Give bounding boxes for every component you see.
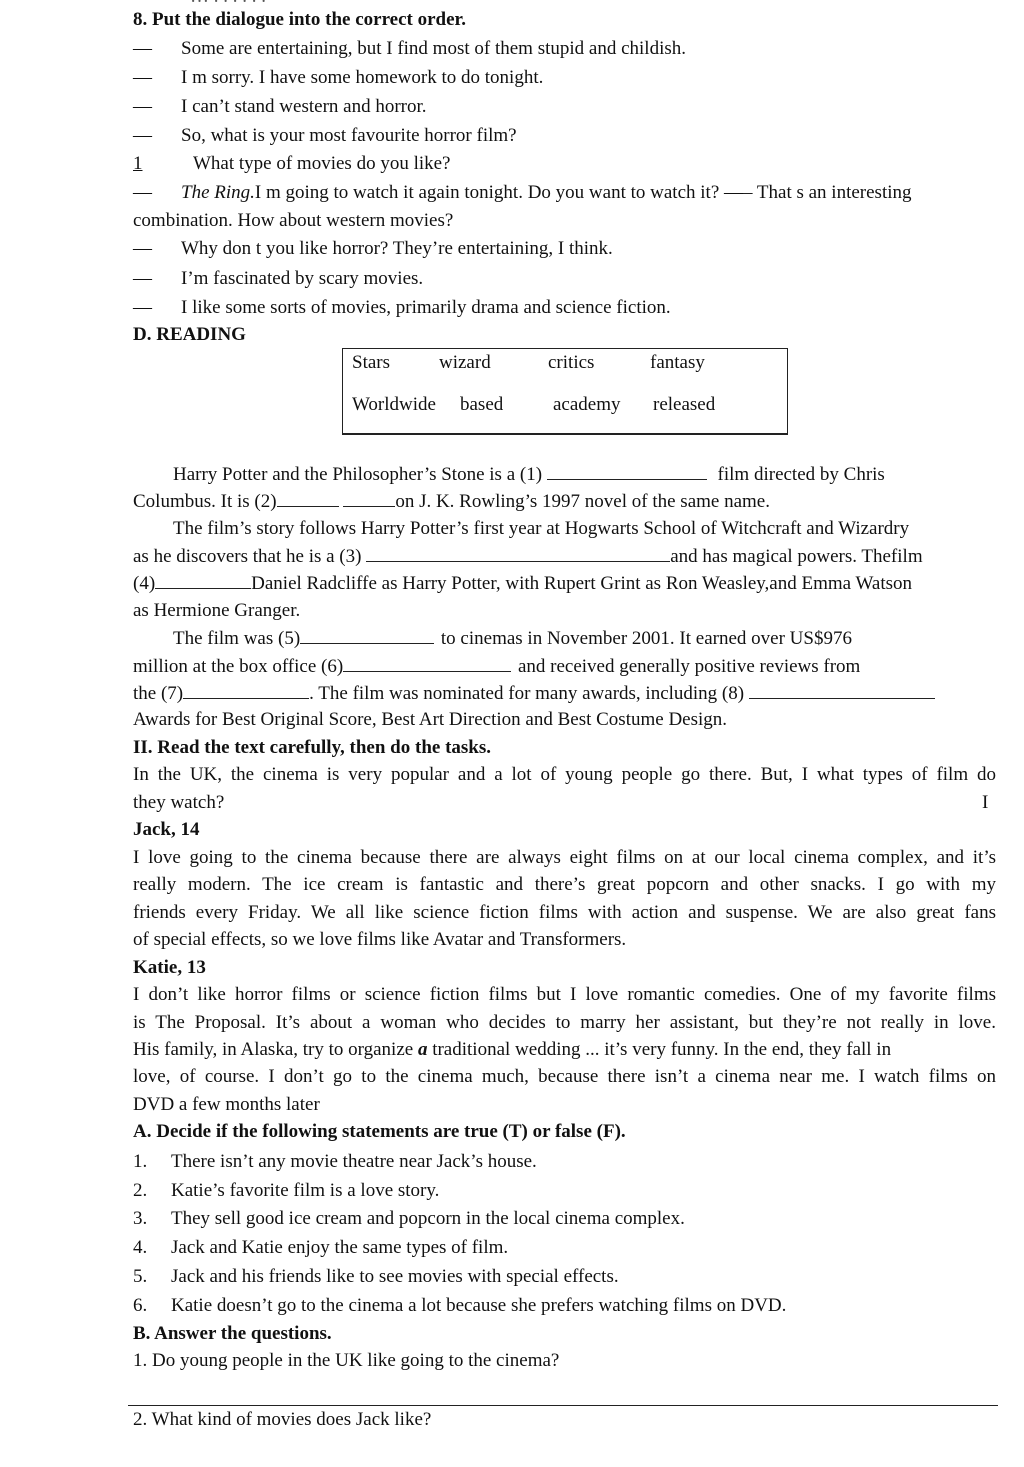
task-b-title: B. Answer the questions. — [133, 1323, 332, 1344]
katie-text-line-4: love, of course. I don’t go to the cinema much, because there isn’t a cinema near me. I watch films on — [133, 1066, 996, 1087]
reading-title: D. READING — [133, 324, 246, 345]
blank-5[interactable] — [300, 627, 434, 644]
order-number-1: 1 — [133, 153, 143, 174]
word-based: based — [460, 394, 504, 415]
task-a-title: A. Decide if the following statements are true (T) or false (F). — [133, 1121, 626, 1142]
part-2-intro-line-2: they watch? — [133, 792, 225, 813]
task-a-item-4: 4. Jack and Katie enjoy the same types of film. — [133, 1237, 509, 1258]
katie-heading: Katie, 13 — [133, 957, 206, 978]
jack-text-line-3: friends every Friday. We all like science fiction films with action and suspense. We are also great fans — [133, 902, 996, 923]
part-2-title: II. Read the text carefully, then do the tasks. — [133, 737, 492, 758]
blank-7[interactable] — [183, 682, 309, 699]
dialogue-line-6-continuation: combination. How about western movies? — [133, 210, 454, 231]
blank-2a[interactable] — [277, 490, 339, 507]
passage-line-8: million at the box office (6) and received generally positive reviews from — [133, 656, 861, 677]
passage-line-2: Columbus. It is (2) on J. K. Rowling’s 1997 novel of the same name. — [133, 491, 770, 512]
passage-line-4: as he discovers that he is a (3) and has magical powers. Thefilm — [133, 546, 923, 567]
passage-line-7: The film was (5) to cinemas in November 2001. It earned over US$976 — [173, 628, 852, 649]
jack-text-line-1: I love going to the cinema because there are always eight films on at our local cinema complex, and it’s — [133, 847, 996, 868]
dialogue-line-5: 1 What type of movies do you like? — [133, 153, 451, 174]
blank-1[interactable] — [547, 463, 707, 480]
katie-text-line-1: I don’t like horror films or science fiction films but I love romantic comedies. One of my favorite films — [133, 984, 996, 1005]
task-a-item-2: 2. Katie’s favorite film is a love story. — [133, 1180, 440, 1201]
jack-text-line-2: really modern. The ice cream is fantastic and there’s great popcorn and other snacks. I go with my — [133, 874, 996, 895]
katie-text-line-5: DVD a few months later — [133, 1094, 320, 1115]
intro-stray-mark: I — [982, 792, 989, 813]
task-b-question-2: 2. What kind of movies does Jack like? — [133, 1409, 432, 1430]
dialogue-line-2: — I m sorry. I have some homework to do tonight. — [133, 67, 544, 88]
word-released: released — [653, 394, 716, 415]
part-2-intro-line-1: In the UK, the cinema is very popular and a lot of young people go there. But, I what types of film do — [133, 764, 996, 785]
blank-4[interactable] — [155, 572, 251, 589]
passage-line-9: the (7) . The film was nominated for many awards, including (8) — [133, 682, 997, 705]
dialogue-line-9: — I like some sorts of movies, primarily drama and science fiction. — [133, 297, 671, 318]
jack-heading: Jack, 14 — [133, 819, 200, 840]
word-worldwide: Worldwide — [352, 394, 436, 415]
passage-line-6: as Hermione Granger. — [133, 600, 301, 621]
blank-8[interactable] — [749, 682, 935, 699]
dialogue-line-7: — Why don t you like horror? They’re entertaining, I think. — [133, 238, 613, 259]
dialogue-line-4: — So, what is your most favourite horror film? — [133, 125, 517, 146]
word-box — [342, 348, 788, 435]
jack-text-line-4: of special effects, so we love films like Avatar and Transformers. — [133, 929, 627, 950]
section-8-title: 8. Put the dialogue into the correct order. — [133, 9, 466, 30]
katie-text-line-3: His family, in Alaska, try to organize a traditional wedding ... it’s very funny. In the end, they fall in — [133, 1039, 892, 1060]
dialogue-line-1: — Some are entertaining, but I find most of them stupid and childish. — [133, 38, 686, 59]
dialogue-line-3: — I can’t stand western and horror. — [133, 96, 427, 117]
passage-line-5: (4) Daniel Radcliffe as Harry Potter, with Rupert Grint as Ron Weasley,and Emma Watson — [133, 573, 913, 594]
task-a-item-6: 6. Katie doesn’t go to the cinema a lot because she prefers watching films on DVD. — [133, 1295, 787, 1316]
blank-6[interactable] — [343, 655, 511, 672]
word-critics: critics — [548, 352, 595, 373]
cropped-header-fragment — [190, 0, 266, 8]
passage-line-3: The film’s story follows Harry Potter’s first year at Hogwarts School of Witchcraft and Wizardry — [173, 518, 910, 539]
dialogue-line-8: — I’m fascinated by scary movies. — [133, 268, 424, 289]
blank-2b[interactable] — [343, 490, 395, 507]
passage-line-10: Awards for Best Original Score, Best Art Direction and Best Costume Design. — [133, 709, 728, 730]
answer-line-1[interactable] — [128, 1405, 998, 1406]
word-academy: academy — [553, 394, 621, 415]
task-b-question-1: 1. Do young people in the UK like going to the cinema? — [133, 1350, 560, 1371]
word-stars: Stars — [352, 352, 390, 373]
word-fantasy: fantasy — [650, 352, 705, 373]
passage-line-1: Harry Potter and the Philosopher’s Stone is a (1) film directed by Chris — [173, 464, 885, 485]
task-a-item-5: 5. Jack and his friends like to see movies with special effects. — [133, 1266, 619, 1287]
katie-text-line-2: is The Proposal. It’s about a woman who decides to marry her assistant, but they’re not really in love. — [133, 1012, 996, 1033]
task-a-item-1: 1. There isn’t any movie theatre near Jack’s house. — [133, 1151, 537, 1172]
task-a-item-3: 3. They sell good ice cream and popcorn in the local cinema complex. — [133, 1208, 685, 1229]
blank-3[interactable] — [366, 545, 670, 562]
dialogue-line-6: — The Ring.I m going to watch it again tonight. Do you want to watch it? —– That s an interesting — [133, 182, 912, 203]
word-wizard: wizard — [439, 352, 491, 373]
